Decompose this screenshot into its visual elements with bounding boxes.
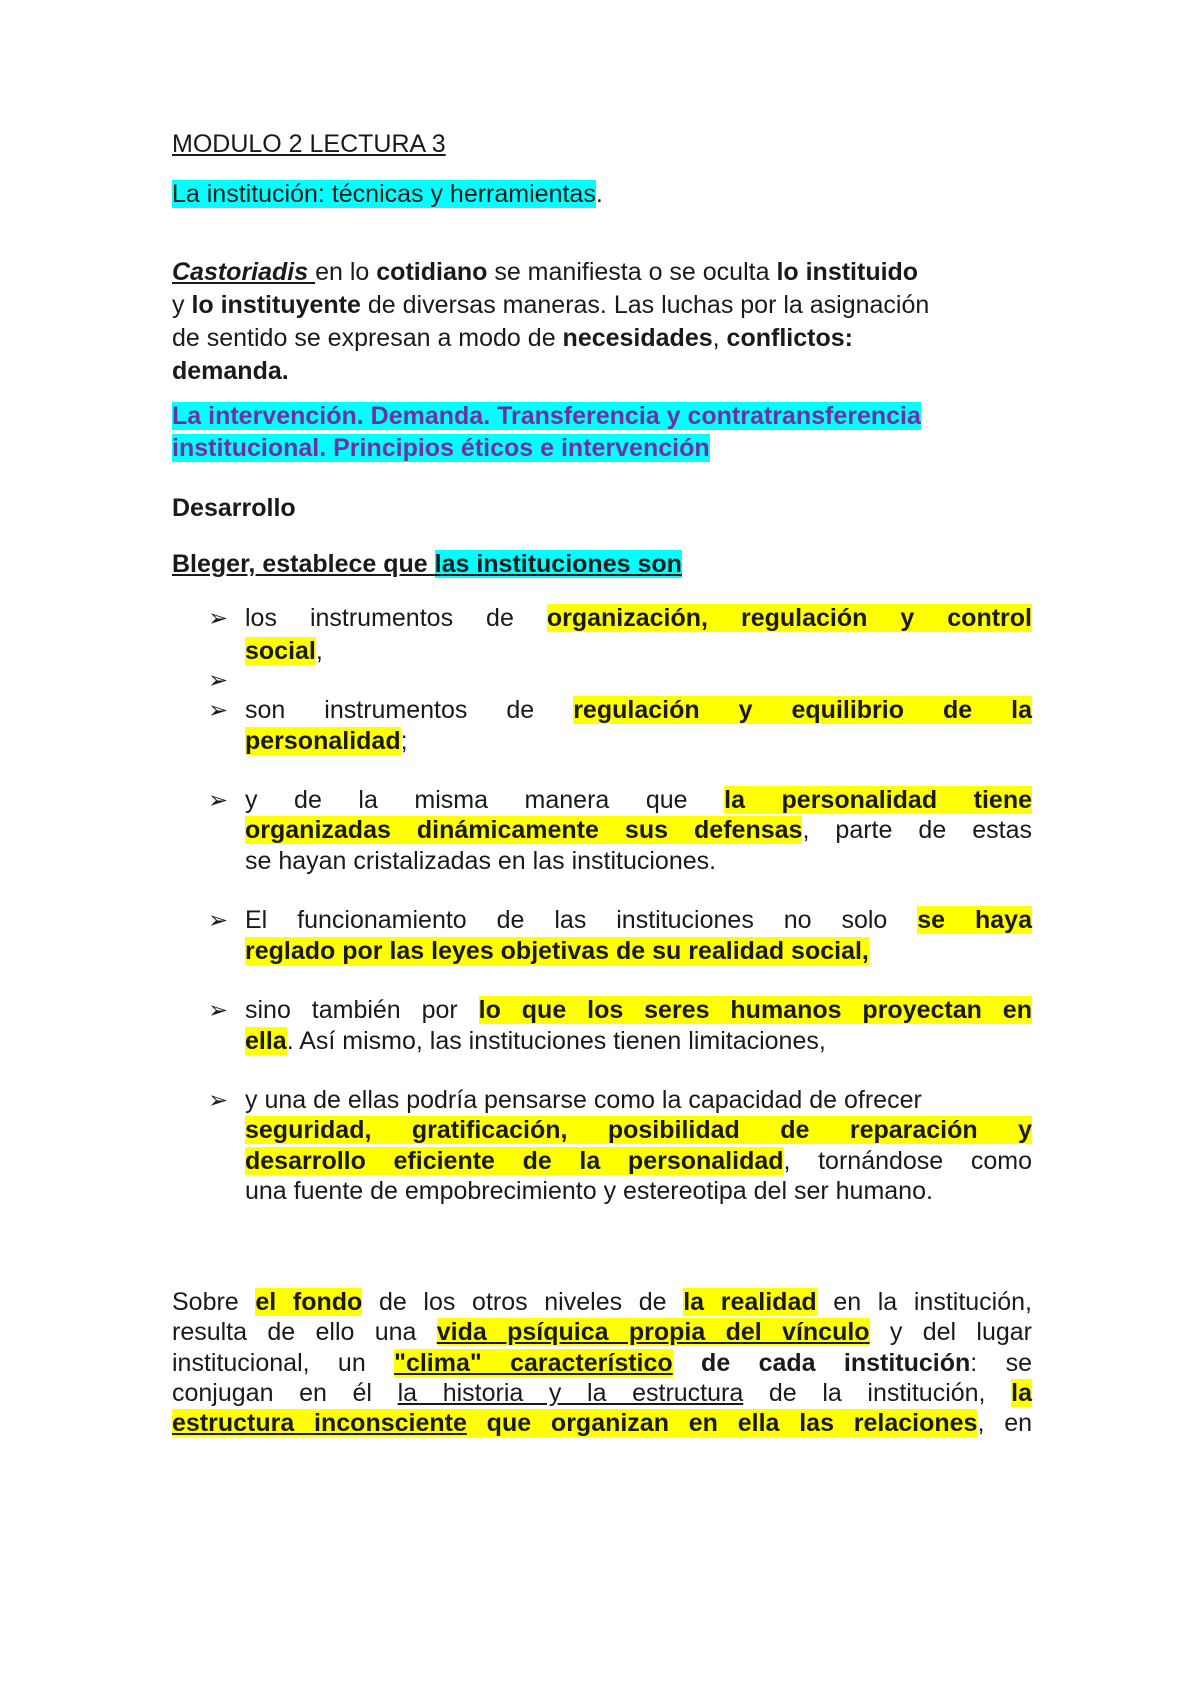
intro-line-2: [172, 289, 1032, 322]
closing-text: de los otros niveles de: [362, 1288, 684, 1316]
bullet-text: ,: [315, 637, 323, 665]
closing-line-5: [172, 1407, 1032, 1440]
bullet-4-line-1: [245, 784, 1032, 817]
arrow-bullet-icon: ➢: [208, 786, 229, 814]
bullet-5-line-2: [245, 935, 1032, 968]
bullet-1-line-1: [245, 602, 1032, 635]
author-name: Castoriadis: [172, 258, 316, 286]
closing-highlight: la: [1011, 1379, 1032, 1407]
closing-line-2: [172, 1316, 1032, 1349]
bullet-text: son instrumentos de: [245, 696, 574, 724]
intro-text: se manifiesta o se oculta: [487, 258, 777, 286]
bullet-7-line-4: una fuente de empobrecimiento y estereotipa del ser humano.: [245, 1177, 933, 1205]
intro-text: en lo: [315, 258, 377, 286]
bullet-3-line-2: [245, 725, 1032, 758]
reading-subtitle-text: La institución: técnicas y herramientas: [172, 180, 596, 208]
closing-line-3: [172, 1347, 1032, 1380]
intro-line-4: [172, 355, 1032, 388]
bullet-highlight: organización, regulación y control: [546, 604, 1032, 632]
bullet-text: El funcionamiento de las instituciones no solo: [245, 906, 918, 934]
bullet-highlight: personalidad: [245, 727, 401, 755]
closing-highlight: que organizan en ella las relaciones: [466, 1409, 978, 1437]
intro-bold: lo instituido: [776, 258, 919, 286]
desarrollo-heading: Desarrollo: [172, 494, 296, 522]
intro-line-3: [172, 322, 1032, 355]
closing-text: institucional, un: [172, 1349, 395, 1377]
bullet-highlight: organizadas dinámicamente sus defensas: [245, 816, 803, 844]
intro-text: y: [172, 291, 192, 319]
bullet-highlight: desarrollo eficiente de la personalidad: [245, 1147, 784, 1175]
arrow-bullet-icon: ➢: [208, 696, 229, 724]
bullet-highlight: la personalidad tiene: [724, 786, 1033, 814]
intro-bold: lo instituyente: [191, 291, 361, 319]
bleger-text: Bleger, establece que: [172, 550, 435, 578]
closing-text: Sobre: [172, 1288, 256, 1316]
bullet-text: ;: [400, 727, 408, 755]
closing-highlight: "clima" característico: [394, 1349, 673, 1377]
section-title-text: institucional. Principios éticos e intervención: [172, 434, 710, 462]
bullet-highlight: regulación y equilibrio de la: [573, 696, 1032, 724]
arrow-bullet-icon: ➢: [208, 996, 229, 1024]
module-title: [172, 128, 1032, 161]
bullet-7-line-3: [245, 1145, 1032, 1178]
reading-subtitle: [172, 178, 1032, 211]
intro-text: de sentido se expresan a modo de: [172, 324, 563, 352]
bullet-text: , parte de estas: [802, 816, 1033, 844]
intro-text: ,: [712, 324, 727, 352]
bullet-6-line-1: [245, 994, 1032, 1027]
closing-text: , en: [977, 1409, 1033, 1437]
section-title-text: La intervención. Demanda. Transferencia y contratransferencia: [172, 402, 921, 430]
bullet-4-line-2: [245, 814, 1032, 847]
section-title-line-2: [172, 432, 1032, 465]
closing-text: : se: [970, 1349, 1033, 1377]
bullet-highlight: se haya: [917, 906, 1032, 934]
closing-text: resulta de ello una: [172, 1318, 437, 1346]
bullet-3-line-1: [245, 694, 1032, 727]
closing-bold: de cada institución: [672, 1349, 971, 1377]
bullet-text: , tornándose como: [783, 1147, 1032, 1175]
module-title-text: MODULO 2 LECTURA 3: [172, 130, 446, 158]
section-title-line-1: [172, 400, 1032, 433]
intro-bold: cotidiano: [376, 258, 488, 286]
bullet-text: . Así mismo, las instituciones tienen limitaciones,: [286, 1027, 826, 1055]
closing-highlight: la realidad: [683, 1288, 817, 1316]
closing-highlight: vida psíquica propia del vínculo: [436, 1318, 870, 1346]
bullet-text: los instrumentos de: [245, 604, 547, 632]
bullet-highlight: ella: [245, 1027, 287, 1055]
closing-line-4: [172, 1377, 1032, 1410]
closing-text: en la institución,: [816, 1288, 1032, 1316]
closing-highlight: el fondo: [255, 1288, 363, 1316]
bullet-text: sino también por: [245, 996, 479, 1024]
bullet-highlight: seguridad, gratificación, posibilidad de reparación y: [245, 1116, 1032, 1144]
closing-highlight: estructura inconsciente: [172, 1409, 467, 1437]
closing-underline: la historia y la estructura: [397, 1379, 744, 1407]
arrow-bullet-icon: ➢: [208, 906, 229, 934]
arrow-bullet-icon: ➢: [208, 1086, 229, 1114]
bullet-text: y de la misma manera que: [245, 786, 725, 814]
closing-text: y del lugar: [869, 1318, 1032, 1346]
intro-line-1: [172, 256, 1032, 289]
arrow-bullet-icon: ➢: [208, 604, 229, 632]
bullet-highlight: social: [245, 637, 316, 665]
bleger-heading: [172, 548, 1032, 581]
bullet-7-line-1: y una de ellas podría pensarse como la capacidad de ofrecer: [245, 1086, 922, 1114]
intro-bold: demanda.: [172, 357, 289, 385]
bullet-1-line-2: [245, 635, 1032, 668]
closing-text: de la institución,: [743, 1379, 1012, 1407]
arrow-bullet-icon: ➢: [208, 666, 229, 694]
bullet-7-line-2: [245, 1114, 1032, 1147]
bullet-highlight: lo que los seres humanos proyectan en: [478, 996, 1032, 1024]
reading-subtitle-end: .: [595, 180, 603, 208]
bullet-6-line-2: [245, 1025, 1032, 1058]
intro-text: de diversas maneras. Las luchas por la asignación: [360, 291, 930, 319]
bullet-5-line-1: [245, 904, 1032, 937]
intro-bold: necesidades: [562, 324, 713, 352]
closing-text: conjugan en él: [172, 1379, 398, 1407]
closing-line-1: [172, 1286, 1032, 1319]
bleger-highlight: las instituciones son: [434, 550, 682, 578]
bullet-highlight: reglado por las leyes objetivas de su realidad social,: [245, 937, 869, 965]
bullet-4-line-3: se hayan cristalizadas en las instituciones.: [245, 847, 717, 875]
intro-bold: conflictos:: [726, 324, 853, 352]
